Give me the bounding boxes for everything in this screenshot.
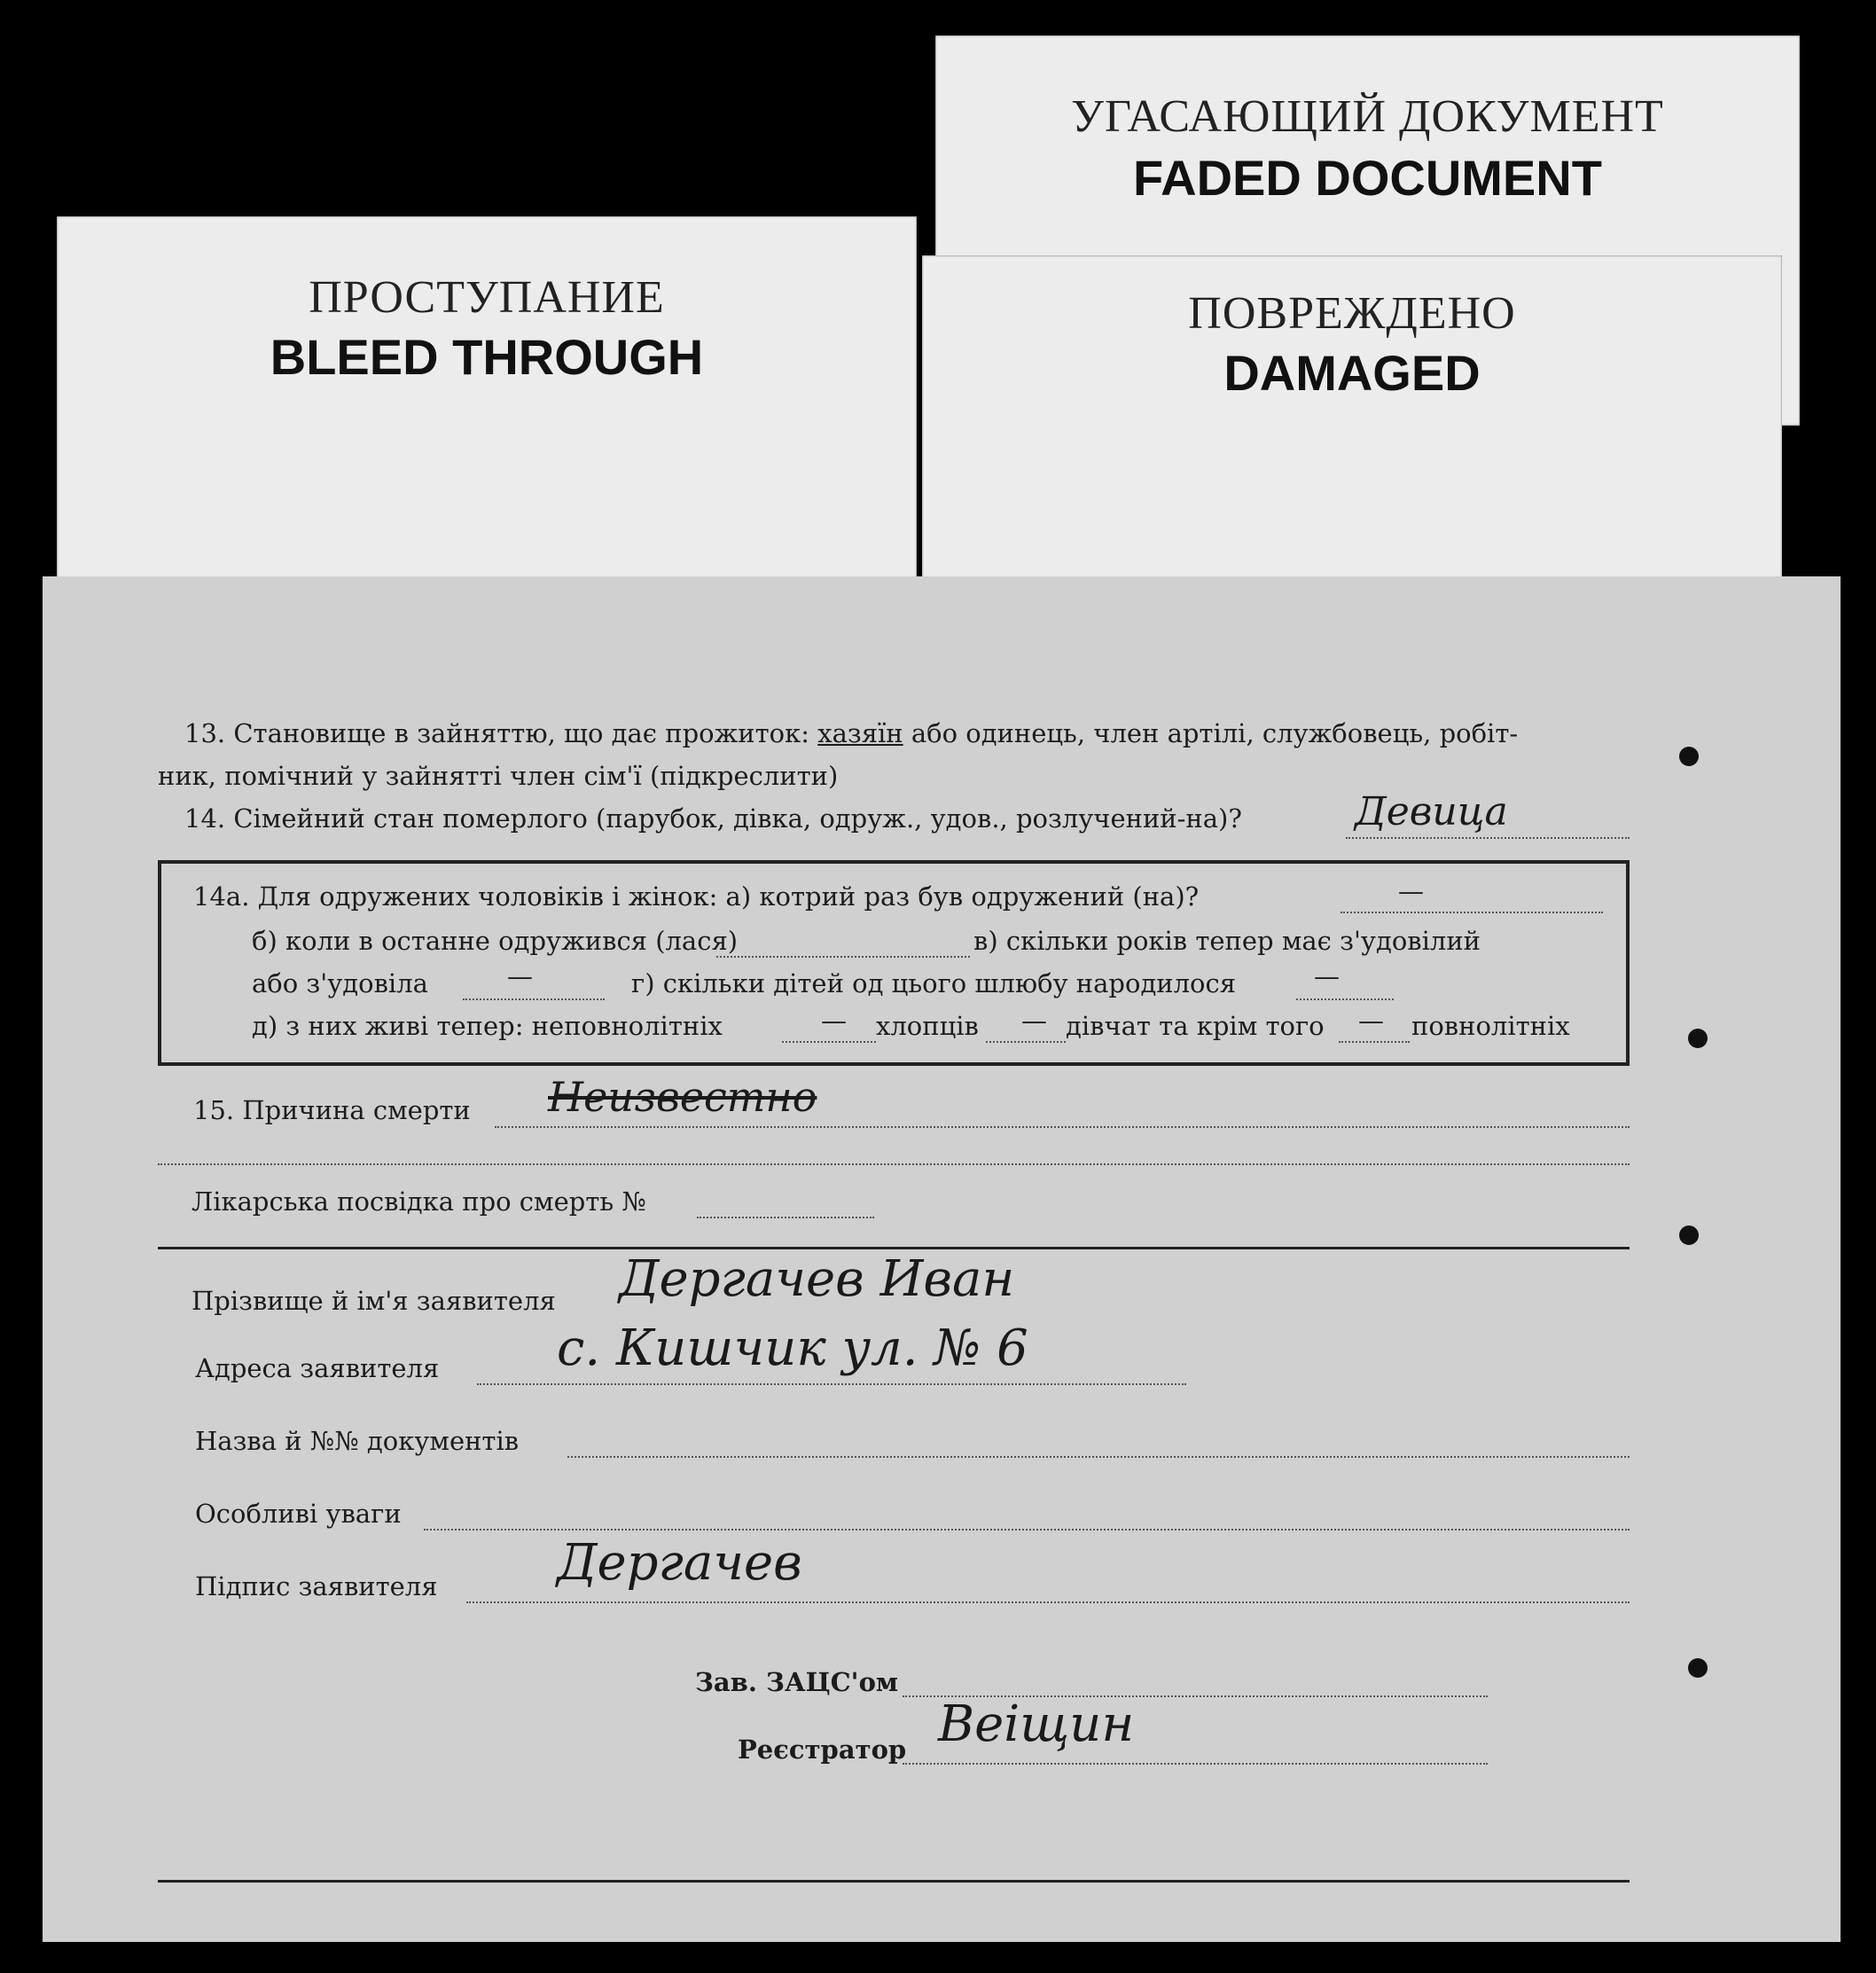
- q14a-line2-v: в) скільки років тепер має з'удовілий: [973, 926, 1481, 956]
- medical-certificate-label: Лікарська посвідка про смерть №: [192, 1186, 646, 1217]
- q14a-line3-a: або з'удовіла: [252, 968, 428, 998]
- q13-line2: ник, помічний у зайнятті член сім'ї (підкреслити): [158, 761, 839, 791]
- form-sheet: [43, 576, 1841, 1942]
- q14a-v-dash: —: [507, 961, 533, 991]
- applicant-signature: Дергачев: [557, 1534, 802, 1592]
- q14a-b-dots: [716, 956, 970, 958]
- medical-dots: [697, 1217, 874, 1218]
- q15-dots: [495, 1126, 1630, 1128]
- q14-dotted-line: [1346, 837, 1630, 839]
- q14-label: 14. Сімейний стан померлого (парубок, дівка, одруж., удов., розлучений-на)?: [184, 803, 1242, 834]
- damaged-label-ru: ПОВРЕЖДЕНО: [1188, 288, 1516, 339]
- q14a-line1: 14а. Для одружених чоловіків і жінок: а) котрий раз був одружений (на)?: [193, 881, 1200, 912]
- binding-hole: [1688, 1029, 1708, 1048]
- q14a-g-dash: —: [1314, 961, 1340, 991]
- q14a-line4-boys: хлопців: [876, 1011, 979, 1041]
- q14a-line2-b: б) коли в останне одружився (лася): [252, 926, 739, 956]
- registrar-signature: Веіщин: [938, 1695, 1135, 1753]
- q14a-line4-adults: повнолітніх: [1411, 1011, 1570, 1041]
- q15-handwritten-value: Неизвестно: [548, 1073, 817, 1121]
- damaged-label-en: DAMAGED: [1223, 345, 1481, 401]
- documents-dots: [567, 1456, 1630, 1458]
- q14a-d3-dots: [1339, 1041, 1410, 1043]
- q14a-line3-g: г) скільки дітей од цього шлюбу народилося: [631, 968, 1237, 998]
- binding-hole: [1688, 1658, 1708, 1678]
- signature-label: Підпис заявителя: [195, 1571, 438, 1601]
- bleed-through-card: [57, 216, 917, 578]
- q14a-g-dots: [1296, 998, 1394, 1000]
- q14a-box: [158, 860, 1630, 1066]
- q14a-d1-dash: —: [821, 1006, 847, 1036]
- q14a-a-dots: [1341, 912, 1603, 913]
- q14a-d2-dots: [986, 1041, 1066, 1043]
- q14a-line4-girls: дівчат та крім того: [1066, 1011, 1325, 1041]
- q14-handwritten-value: Девица: [1355, 789, 1508, 834]
- q15-dots-2: [158, 1163, 1630, 1165]
- applicant-address-value: с. Кишчик ул. № 6: [557, 1319, 1028, 1377]
- q13-line1: [184, 718, 1518, 748]
- bottom-rule: [158, 1880, 1630, 1883]
- applicant-name-value: Дергачев Иван: [619, 1250, 1015, 1308]
- section-divider: [158, 1247, 1630, 1249]
- documents-label: Назва й №№ документів: [195, 1426, 520, 1456]
- binding-hole: [1679, 1225, 1699, 1245]
- binding-hole: [1679, 747, 1699, 766]
- q14a-a-dash: —: [1398, 876, 1424, 906]
- remarks-label: Особливі уваги: [195, 1499, 402, 1529]
- damaged-card: [922, 255, 1782, 583]
- address-dots: [477, 1383, 1186, 1385]
- bleed-label-ru: ПРОСТУПАНИЕ: [309, 272, 665, 323]
- q13-prefix: 13. Становище в зайняттю, що дає прожиток:: [184, 718, 810, 748]
- q14a-d3-dash: —: [1358, 1006, 1384, 1036]
- q14a-d2-dash: —: [1021, 1006, 1047, 1036]
- registrar-dots: [903, 1763, 1488, 1765]
- q15-label: 15. Причина смерти: [193, 1095, 471, 1125]
- q13-underlined-option: хазяїн: [817, 718, 903, 748]
- remarks-dots: [424, 1529, 1630, 1531]
- head-label: Зав. ЗАЦС'ом: [695, 1667, 899, 1697]
- bleed-label-en: BLEED THROUGH: [270, 329, 704, 385]
- applicant-address-label: Адреса заявителя: [195, 1353, 440, 1383]
- faded-label-en: FADED DOCUMENT: [1133, 150, 1602, 206]
- applicant-name-label: Прізвище й ім'я заявителя: [192, 1286, 556, 1316]
- q13-suffix: або одинець, член артілі, службовець, робіт-: [911, 718, 1519, 748]
- q14a-v-dots: [463, 998, 605, 1000]
- q14a-d1-dots: [782, 1041, 876, 1043]
- faded-label-ru: УГАСАЮЩИЙ ДОКУМЕНТ: [1071, 91, 1664, 142]
- registrar-label: Реєстратор: [738, 1734, 907, 1765]
- signature-dots: [466, 1601, 1630, 1603]
- q14a-line4-d: д) з них живі тепер: неповнолітніх: [252, 1011, 723, 1041]
